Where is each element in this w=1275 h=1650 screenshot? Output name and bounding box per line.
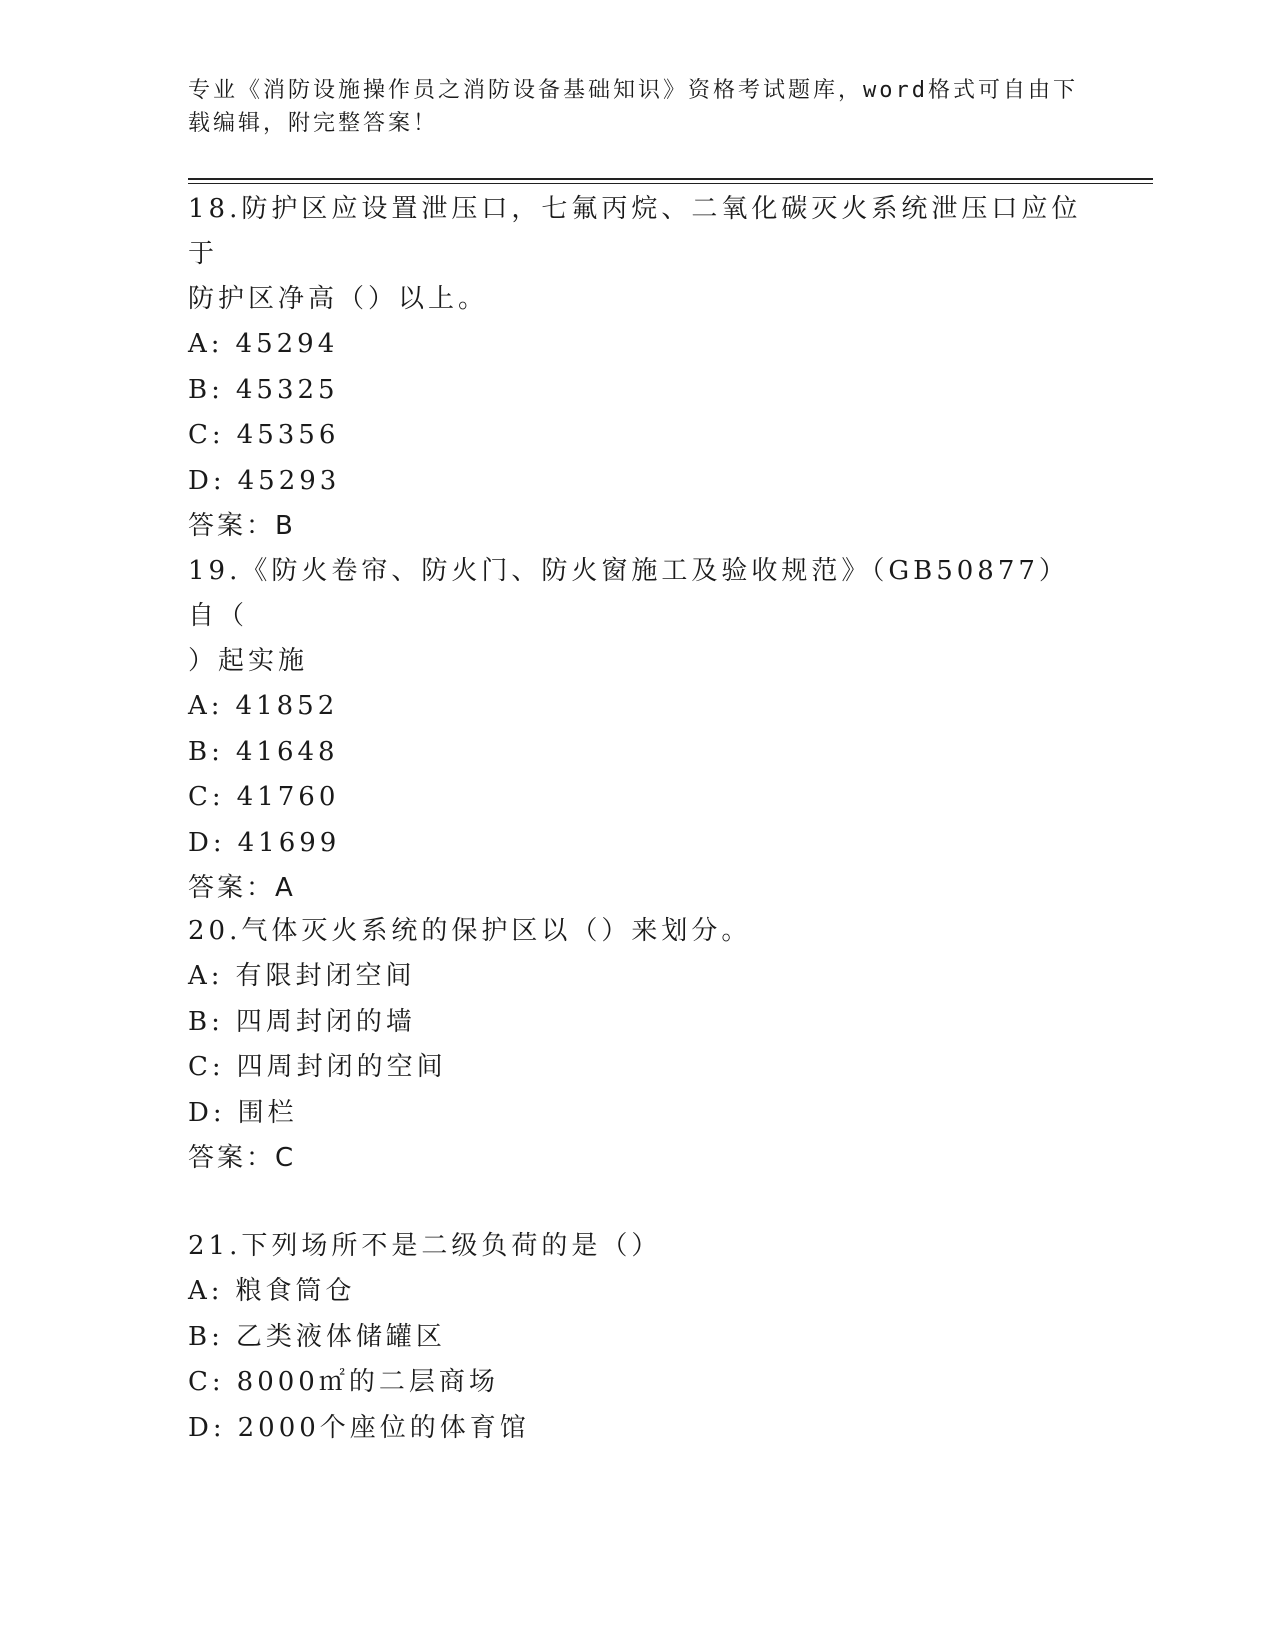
header-divider-thin — [188, 183, 1153, 184]
option-c — [188, 775, 1088, 821]
option-letter: C: — [188, 782, 225, 812]
option-b — [188, 1000, 1088, 1046]
option-text: 41852 — [235, 691, 339, 721]
option-text: 41648 — [235, 736, 339, 767]
option-letter: C: — [188, 1367, 225, 1397]
option-text: 45325 — [235, 374, 339, 405]
document-header — [188, 74, 1088, 140]
option-a — [188, 954, 1088, 1000]
option-c — [188, 1045, 1088, 1091]
option-a — [188, 1269, 1088, 1315]
option-letter: C: — [188, 420, 225, 450]
option-letter: B: — [188, 374, 224, 405]
option-letter: D: — [188, 827, 226, 858]
option-letter: C: — [188, 1052, 225, 1082]
option-text: 围栏 — [237, 1097, 298, 1128]
header-divider-thick — [188, 178, 1153, 180]
question-18 — [188, 187, 1088, 548]
option-letter: B: — [188, 736, 224, 767]
option-a — [188, 684, 1088, 730]
header-line-2: 载编辑，附完整答案！ — [188, 111, 439, 136]
question-19 — [188, 549, 1088, 910]
option-text: 8000㎡的二层商场 — [236, 1367, 499, 1397]
option-letter: D: — [188, 465, 226, 496]
option-text: 45356 — [236, 420, 340, 450]
option-letter: B: — [188, 1321, 224, 1352]
option-letter: A: — [188, 329, 224, 359]
option-text: 粮食筒仓 — [235, 1276, 356, 1306]
option-text: 45293 — [237, 465, 341, 496]
option-letter: A: — [188, 1276, 224, 1306]
answer-line: 答案：B — [188, 511, 296, 541]
option-text: 有限封闭空间 — [235, 961, 416, 991]
option-letter: D: — [188, 1097, 226, 1128]
option-text: 45294 — [235, 329, 339, 359]
option-d — [188, 1091, 1088, 1137]
question-21 — [188, 1224, 1088, 1451]
option-text: 四周封闭的空间 — [236, 1052, 447, 1082]
option-text: 41760 — [236, 782, 340, 812]
option-c — [188, 1360, 1088, 1406]
option-a — [188, 322, 1088, 368]
question-stem-line: ）起实施 — [188, 646, 309, 676]
option-text: 2000个座位的体育馆 — [237, 1412, 530, 1443]
question-stem-line: 防护区净高（）以上。 — [188, 284, 489, 314]
header-line-1: 专业《消防设施操作员之消防设备基础知识》资格考试题库，word格式可自由下 — [188, 78, 1078, 103]
option-letter: A: — [188, 691, 224, 721]
option-d — [188, 1406, 1088, 1452]
question-stem-line: 18.防护区应设置泄压口，七氟丙烷、二氧化碳灭火系统泄压口应位于 — [188, 194, 1082, 269]
option-d — [188, 821, 1088, 867]
option-letter: A: — [188, 961, 224, 991]
option-c — [188, 413, 1088, 459]
option-text: 四周封闭的墙 — [235, 1006, 416, 1037]
question-stem-line: 20.气体灭火系统的保护区以（）来划分。 — [188, 916, 752, 946]
answer-line: 答案：C — [188, 1143, 297, 1173]
option-b — [188, 730, 1088, 776]
question-20 — [188, 909, 1088, 1180]
answer-line: 答案：A — [188, 873, 296, 903]
question-stem-line: 19.《防火卷帘、防火门、防火窗施工及验收规范》（GB50877）自（ — [188, 556, 1069, 631]
option-letter: D: — [188, 1412, 226, 1443]
option-text: 41699 — [237, 827, 341, 858]
question-stem-line: 21.下列场所不是二级负荷的是（） — [188, 1231, 662, 1261]
option-d — [188, 459, 1088, 505]
option-letter: B: — [188, 1006, 224, 1037]
option-b — [188, 1315, 1088, 1361]
option-b — [188, 368, 1088, 414]
option-text: 乙类液体储罐区 — [235, 1321, 446, 1352]
